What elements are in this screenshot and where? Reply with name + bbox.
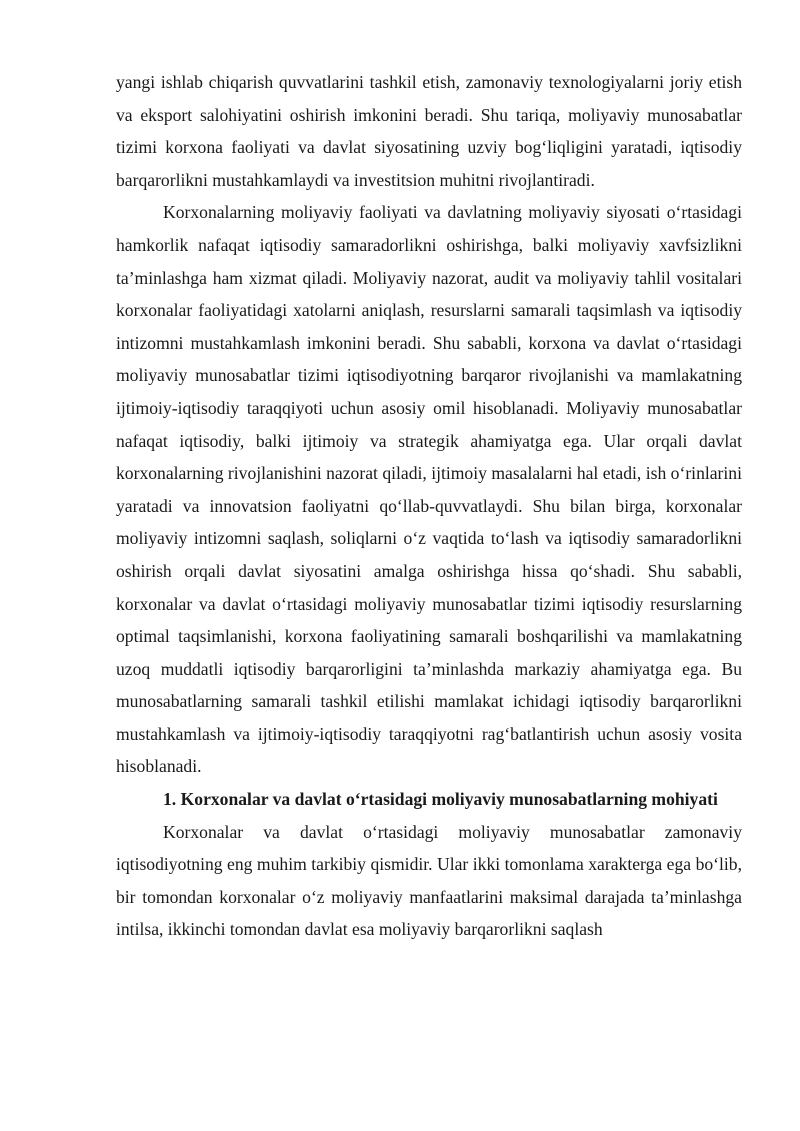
section-heading: 1. Korxonalar va davlat o‘rtasidagi moliyaviy munosabatlarning mohiyati (163, 789, 718, 810)
paragraph-continuation: yangi ishlab chiqarish quvvatlarini tashkil etish, zamonaviy texnologiyalarni joriy etish va eksport salohiyatini oshirish imkonini beradi. Shu tariqa, moliyaviy munosabatlar tizimi korxona faoliyati va davlat siyosatining uzviy bog‘liqligini yaratadi, iqtisodiy barqarorlikni mustahkamlaydi va investitsion muhitni rivojlantiradi. (116, 72, 742, 190)
document-page (116, 66, 742, 946)
paragraph-final: Korxonalar va davlat o‘rtasidagi moliyaviy munosabatlar zamonaviy iqtisodiyotning eng muhim tarkibiy qismidir. Ular ikki tomonlama xarakterga ega bo‘lib, bir tomondan korxonalar o‘z moliyaviy manfaatlarini maksimal darajada ta’minlashga intilsa, ikkinchi tomondan davlat esa moliyaviy barqarorlikni saqlash (116, 821, 742, 940)
paragraph-body: Korxonalarning moliyaviy faoliyati va davlatning moliyaviy siyosati o‘rtasidagi hamkorlik nafaqat iqtisodiy samaradorlikni oshirishga, balki moliyaviy xavfsizlikni ta’minlashga ham xizmat qiladi. Moliyaviy nazorat, audit va moliyaviy tahlil vositalari korxonalar faoliyatidagi xatolarni aniqlash, resurslarni samarali taqsimlash va iqtisodiy intizomni mustahkamlash imkonini beradi. Shu sababli, korxona va davlat o‘rtasidagi moliyaviy munosabatlar tizimi iqtisodiyotning barqaror rivojlanishi va mamlakatning ijtimoiy-iqtisodiy taraqqiyoti uchun asosiy omil hisoblanadi. Moliyaviy munosabatlar nafaqat iqtisodiy, balki ijtimoiy va strategik ahamiyatga ega. Ular orqali davlat korxonalarning rivojlanishini nazorat qiladi, ijtimoiy masalalarni hal etadi, ish o‘rinlarini yaratadi va innovatsion faoliyatni qo‘llab-quvvatlaydi. Shu bilan birga, korxonalar moliyaviy intizomni saqlash, soliqlarni o‘z vaqtida to‘lash va iqtisodiy samaradorlikni oshirish orqali davlat siyosatini amalga oshirishga hissa qo‘shadi. Shu sababli, korxonalar va davlat o‘rtasidagi moliyaviy munosabatlar tizimi iqtisodiy resurslarning optimal taqsimlanishi, korxona faoliyatining samarali boshqarilishi va mamlakatning uzoq muddatli iqtisodiy barqarorligini ta’minlashda markaziy ahamiyatga ega. Bu munosabatlarning samarali tashkil etilishi mamlakat ichidagi iqtisodiy barqarorlikni mustahkamlash va ijtimoiy-iqtisodiy taraqqiyotni rag‘batlantirish uchun asosiy vosita hisoblanadi. (116, 202, 742, 777)
